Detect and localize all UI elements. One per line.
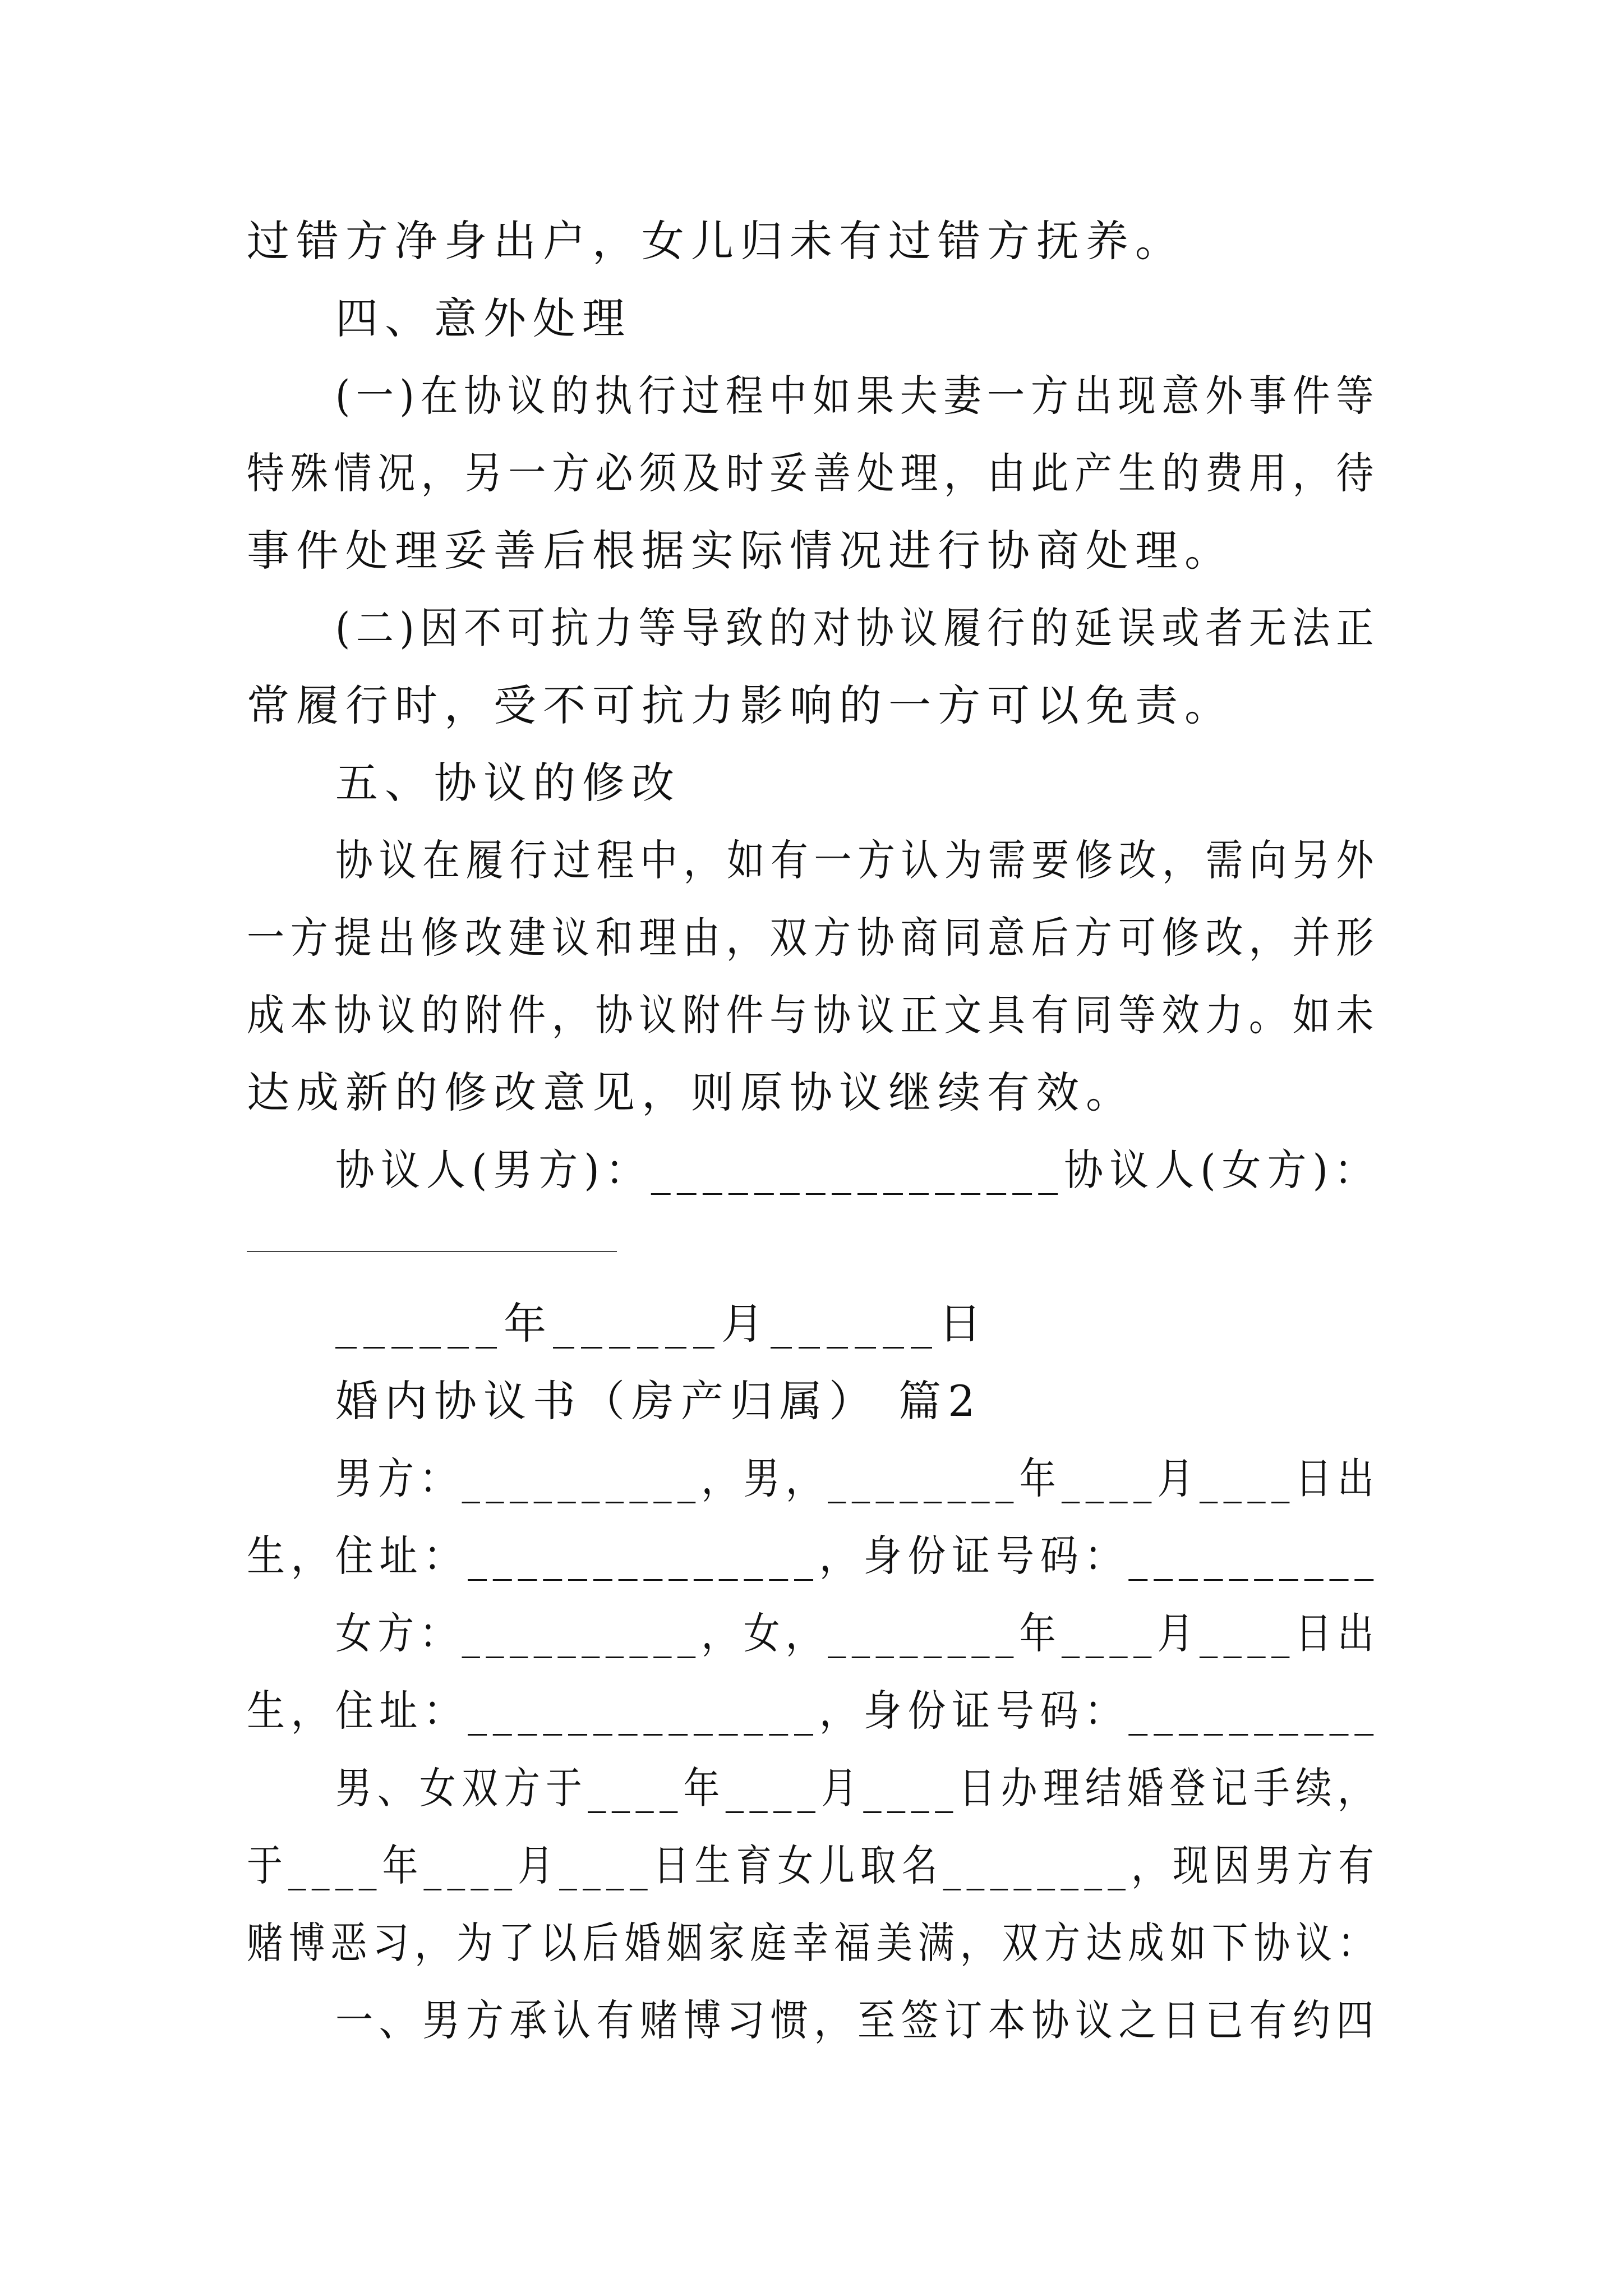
paragraph-line: 达成新的修改意见，则原协议继续有效。 bbox=[247, 1068, 1135, 1117]
paragraph-line: (二)因不可抗力等导致的对协议履行的延误或者无法正 bbox=[335, 603, 1380, 653]
section-heading: 五、协议的修改 bbox=[335, 758, 681, 808]
article-title: 婚内协议书（房产归属） 篇2 bbox=[335, 1376, 982, 1426]
paragraph-line: 协议在履行过程中，如有一方认为需要修改，需向另外 bbox=[335, 835, 1380, 885]
paragraph-line: 生，住址：______________，身份证号码：__________ bbox=[247, 1531, 1380, 1581]
paragraph-line: 特殊情况，另一方必须及时妥善处理，由此产生的费用，待 bbox=[247, 448, 1380, 498]
paragraph-line: 一方提出修改建议和理由，双方协商同意后方可修改，并形 bbox=[247, 913, 1380, 963]
paragraph-line: 常履行时，受不可抗力影响的一方可以免责。 bbox=[247, 680, 1234, 730]
paragraph-line: 成本协议的附件，协议附件与协议正文具有同等效力。如未 bbox=[247, 990, 1380, 1040]
paragraph-line: 男方：__________，男，________年____月____日出 bbox=[335, 1453, 1380, 1503]
paragraph-line: 生，住址：______________，身份证号码：__________ bbox=[247, 1686, 1380, 1736]
section-heading: 四、意外处理 bbox=[335, 293, 631, 343]
signature-underline bbox=[247, 1251, 617, 1252]
paragraph-line: 男、女双方于____年____月____日办理结婚登记手续， bbox=[335, 1763, 1380, 1813]
paragraph-line: (一)在协议的执行过程中如果夫妻一方出现意外事件等 bbox=[335, 371, 1380, 421]
paragraph-line: 一、男方承认有赌博习惯，至签订本协议之日已有约四 bbox=[335, 1995, 1380, 2045]
paragraph-line: 于____年____月____日生育女儿取名________，现因男方有 bbox=[247, 1841, 1380, 1890]
paragraph-line: 赌博恶习，为了以后婚姻家庭幸福美满，双方达成如下协议： bbox=[247, 1918, 1380, 1968]
paragraph-line: 女方：__________，女，________年____月____日出 bbox=[335, 1608, 1380, 1658]
signature-line: 协议人(男方)：________________协议人(女方)： bbox=[335, 1145, 1380, 1195]
paragraph-line: 事件处理妥善后根据实际情况进行协商处理。 bbox=[247, 526, 1234, 576]
body-line: 过错方净身出户，女儿归未有过错方抚养。 bbox=[247, 216, 1184, 266]
date-line: ______年______月______日 bbox=[335, 1299, 988, 1349]
